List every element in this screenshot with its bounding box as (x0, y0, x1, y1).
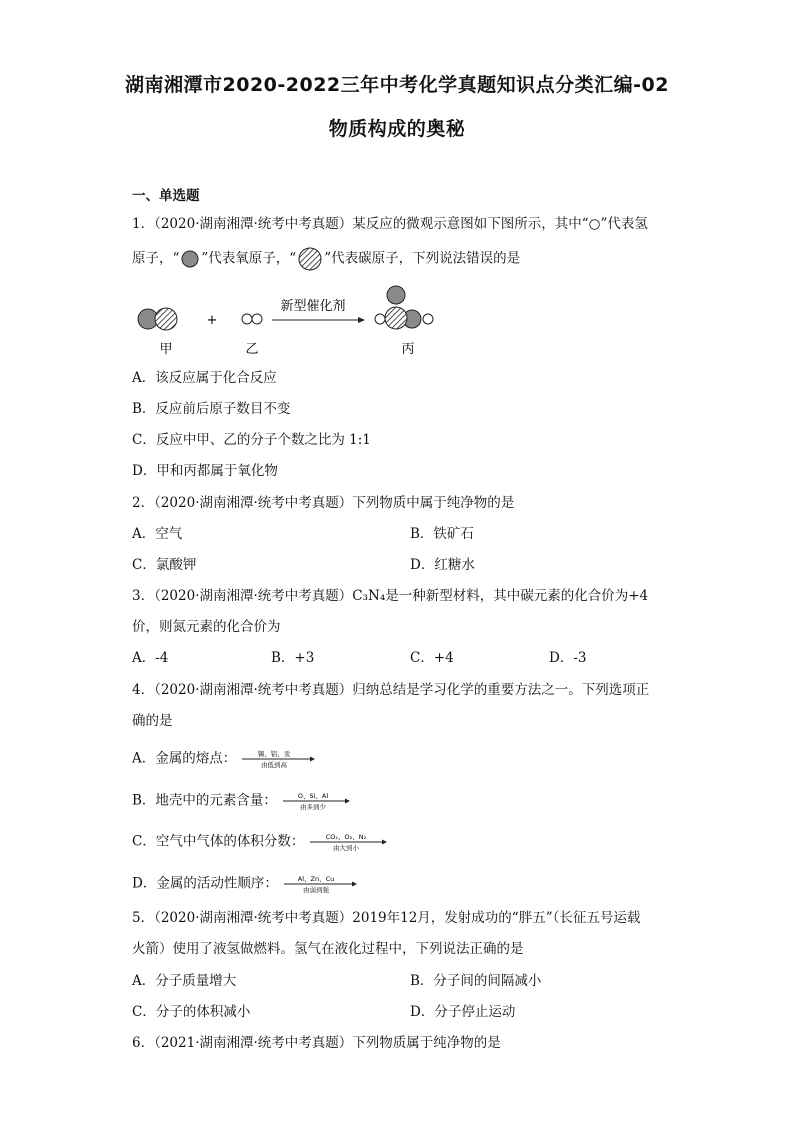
q4-option-c-text: C．空气中气体的体积分数： (132, 833, 305, 850)
label-c: 丙 (401, 342, 415, 357)
question-4-stem: 4．（2020·湖南湘潭·统考中考真题）归纳总结是学习化学的重要方法之一。下列选项正 (132, 682, 650, 698)
question-5-stem-line2: 火箭）使用了液氢做燃料。氢气在液化过程中，下列说法正确的是 (132, 941, 524, 957)
svg-text:O、Si、Al: O、Si、Al (297, 792, 329, 800)
q4-option-d[interactable] (132, 873, 358, 895)
q4-option-c[interactable] (132, 831, 388, 853)
q1-text-c: ”代表碳原子，下列说法错误的是 (324, 250, 521, 267)
arrow-head (358, 317, 365, 323)
q5-option-d[interactable]: D．分子停止运动 (410, 1004, 516, 1020)
q4-option-a[interactable] (132, 748, 316, 770)
question-1-stem: 1．（2020·湖南湘潭·统考中考真题）某反应的微观示意图如下图所示，其中“○”代表氢 (132, 216, 648, 232)
q2-option-c[interactable]: C．氯酸钾 (132, 557, 197, 573)
q4-option-b[interactable] (132, 790, 351, 812)
q1-option-d[interactable]: D．甲和丙都属于氧化物 (132, 463, 278, 479)
label-b: 乙 (245, 342, 259, 357)
q5-option-b[interactable]: B．分子间的间隔减小 (410, 973, 542, 989)
page-title: 湖南湘潭市2020-2022三年中考化学真题知识点分类汇编-02 (125, 74, 669, 96)
q1-text-b: ”代表氧原子，“ (201, 250, 297, 267)
svg-text:Al、Zn、Cu: Al、Zn、Cu (297, 875, 335, 883)
question-2-stem: 2．（2020·湖南湘潭·统考中考真题）下列物质中属于纯净物的是 (132, 495, 515, 511)
question-3-stem: 3．（2020·湖南湘潭·统考中考真题）C₃N₄是一种新型材料，其中碳元素的化合价为+4 (132, 588, 649, 604)
page-subtitle: 物质构成的奥秘 (328, 118, 466, 140)
q5-option-c[interactable]: C．分子的体积减小 (132, 1004, 251, 1020)
order-arrow-d (282, 873, 358, 895)
q2-option-d[interactable]: D．红糖水 (410, 557, 475, 573)
question-1-stem-line2 (132, 247, 520, 271)
catalyst-label: 新型催化剂 (280, 299, 346, 314)
q1-option-a[interactable]: A．该反应属于化合反应 (132, 370, 277, 386)
order-arrow-b (281, 790, 351, 812)
oxygen-atom-icon (181, 250, 199, 268)
q4-option-a-text: A．金属的熔点： (132, 750, 237, 767)
section-heading: 一、单选题 (132, 188, 200, 204)
svg-text:由低到高: 由低到高 (261, 761, 288, 769)
molecule-b (242, 314, 262, 324)
q3-option-b[interactable]: B．+3 (271, 650, 315, 666)
q1-option-c[interactable]: C．反应中甲、乙的分子个数之比为 1:1 (132, 432, 371, 448)
svg-text:CO₂、O₂、N₂: CO₂、O₂、N₂ (326, 833, 367, 841)
q2-option-b[interactable]: B．铁矿石 (410, 526, 474, 542)
molecule-a (138, 308, 177, 330)
question-3-stem-line2: 价，则氮元素的化合价为 (132, 619, 281, 635)
q3-option-d[interactable]: D．-3 (549, 650, 587, 666)
question-4-stem-line2: 确的是 (132, 713, 173, 729)
label-a: 甲 (159, 342, 173, 357)
svg-text:由大到小: 由大到小 (333, 844, 360, 852)
svg-text:由多到少: 由多到少 (299, 803, 326, 811)
svg-text:由弱到强: 由弱到强 (302, 886, 329, 894)
q1-option-b[interactable]: B．反应前后原子数目不变 (132, 401, 291, 417)
q3-option-a[interactable]: A．-4 (132, 650, 169, 666)
plus-sign: + (206, 313, 218, 328)
q5-option-a[interactable]: A．分子质量增大 (132, 973, 237, 989)
carbon-atom-icon (298, 247, 322, 271)
reaction-diagram (132, 282, 452, 362)
q4-option-d-text: D．金属的活动性顺序： (132, 875, 278, 892)
molecule-c (375, 286, 433, 329)
q1-text-a: 原子，“ (132, 250, 180, 267)
svg-text:锡、铝、汞: 锡、铝、汞 (258, 750, 291, 758)
order-arrow-c (308, 831, 388, 853)
order-arrow-a (240, 748, 316, 770)
q4-option-b-text: B．地壳中的元素含量： (132, 792, 277, 809)
q2-option-a[interactable]: A．空气 (132, 526, 183, 542)
q3-option-c[interactable]: C．+4 (410, 650, 454, 666)
question-6-stem: 6．（2021·湖南湘潭·统考中考真题）下列物质属于纯净物的是 (132, 1035, 501, 1051)
question-5-stem: 5．（2020·湖南湘潭·统考中考真题）2019年12月，发射成功的“胖五”（长征五号运载 (132, 910, 641, 926)
